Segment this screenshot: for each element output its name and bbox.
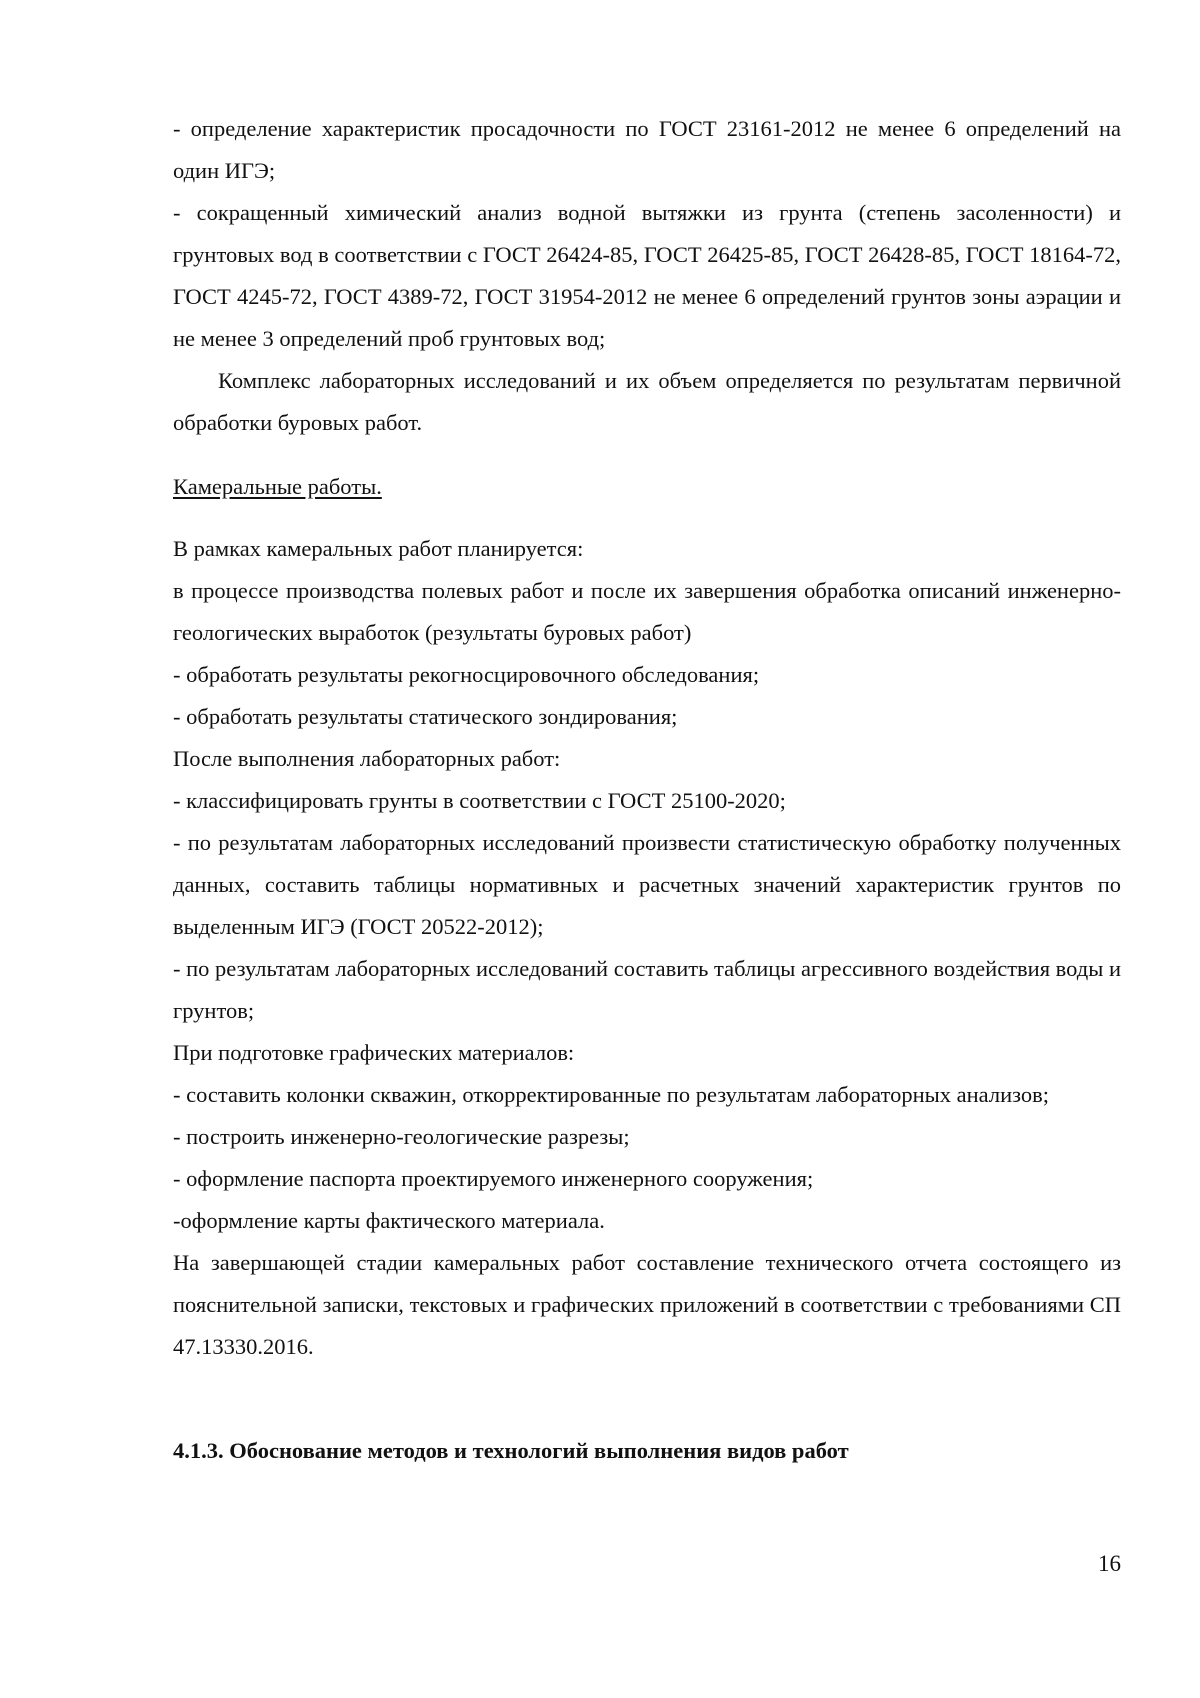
section-title: 4.1.3. Обоснование методов и технологий выполнения видов работ (173, 1438, 849, 1463)
camera-item: При подготовке графических материалов: (173, 1040, 575, 1065)
camera-item: - обработать результаты статического зондирования; (173, 704, 678, 729)
camera-item: - построить инженерно-геологические разрезы; (173, 1124, 630, 1149)
camera-works-heading-text: Камеральные работы. (173, 474, 382, 499)
camera-item: - классифицировать грунты в соответствии с ГОСТ 25100-2020; (173, 788, 786, 813)
camera-item: После выполнения лабораторных работ: (173, 746, 561, 771)
spacer (173, 1368, 1121, 1430)
camera-item: - обработать результаты рекогносцировочного обследования; (173, 662, 760, 687)
paragraph-subsidence: - определение характеристик просадочности по ГОСТ 23161-2012 не менее 6 определений на один ИГЭ; (173, 116, 1121, 183)
camera-item: - оформление паспорта проектируемого инженерного сооружения; (173, 1166, 814, 1191)
paragraph-lab-complex: Комплекс лабораторных исследований и их объем определяется по результатам первичной обработки буровых работ. (173, 368, 1121, 435)
spacer (173, 444, 1121, 466)
page-number: 16 (1098, 1551, 1121, 1576)
camera-item: - по результатам лабораторных исследований составить таблицы агрессивного воздействия воды и грунтов; (173, 956, 1121, 1023)
camera-item: в процессе производства полевых работ и после их завершения обработка описаний инженерно-геологических выработок (результаты буровых работ) (173, 578, 1121, 645)
paragraph-chemical-analysis: - сокращенный химический анализ водной вытяжки из грунта (степень засоленности) и грунтовых вод в соответствии с ГОСТ 26424-85, ГОСТ 26425-85, ГОСТ 26428-85, ГОСТ 18164-72, ГОСТ 4245-72, ГОСТ 4389-72, ГОСТ 31954-2012 не менее 6 определений грунтов зоны аэрации и не менее 3 определений проб грунтовых вод; (173, 200, 1121, 351)
spacer (173, 508, 1121, 528)
camera-item: На завершающей стадии камеральных работ составление технического отчета состоящего из пояснительной записки, текстовых и графических приложений в соответствии с требованиями СП 47.13330.2016. (173, 1250, 1121, 1359)
camera-item: - составить колонки скважин, откорректированные по результатам лабораторных анализов; (173, 1082, 1049, 1107)
camera-item: В рамках камеральных работ планируется: (173, 536, 584, 561)
page-content (173, 108, 1121, 1472)
camera-item: - по результатам лабораторных исследований произвести статистическую обработку полученных данных, составить таблицы нормативных и расчетных значений характеристик грунтов по выделенным ИГЭ (ГОСТ 20522-2012); (173, 830, 1121, 939)
camera-works-heading (173, 466, 1121, 508)
camera-item: -оформление карты фактического материала. (173, 1208, 605, 1233)
